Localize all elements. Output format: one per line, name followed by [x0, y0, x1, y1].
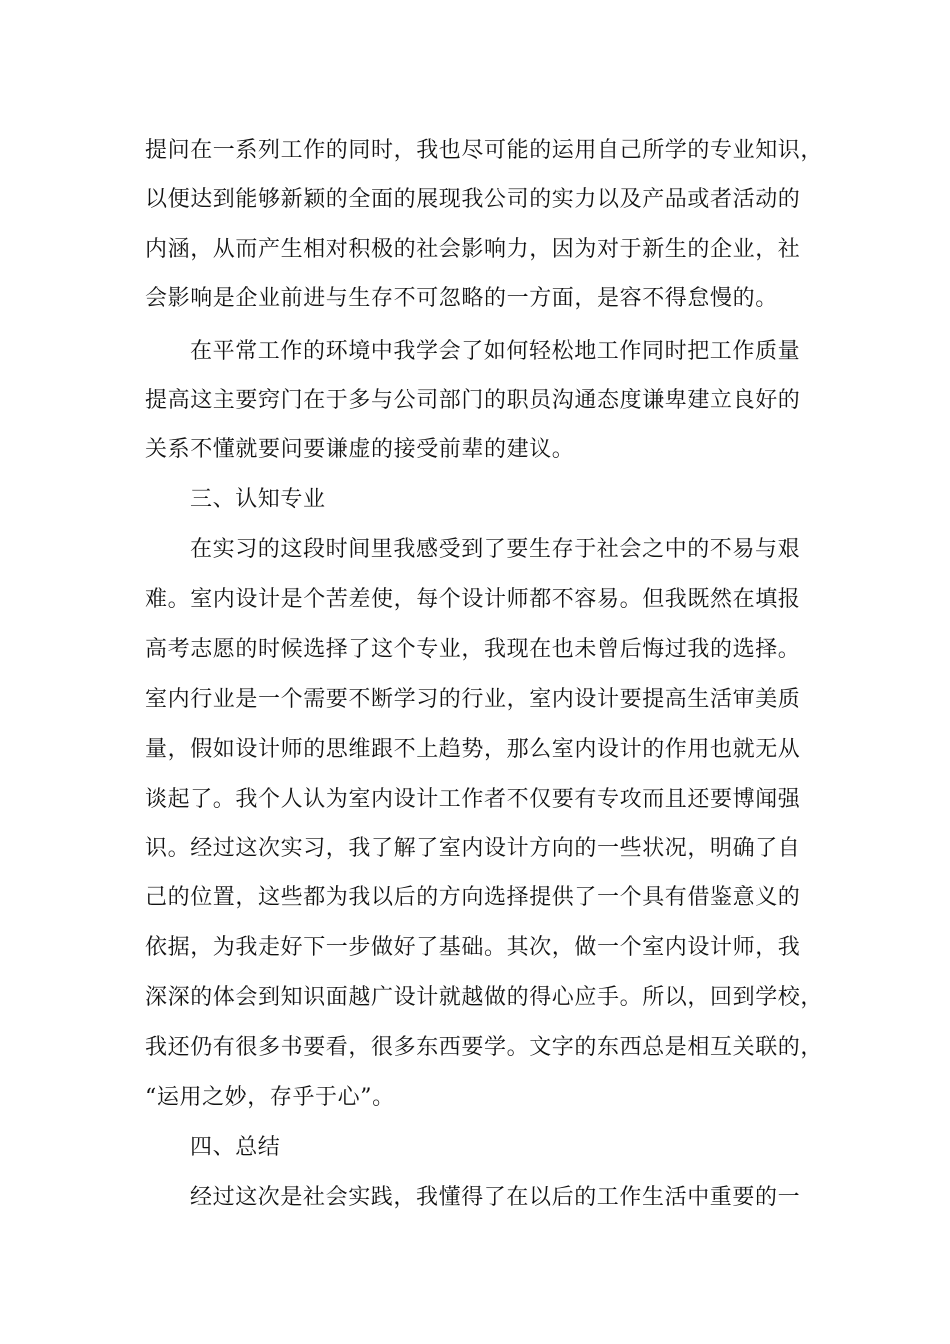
paragraph-line: 经过这次是社会实践，我懂得了在以后的工作生活中重要的一	[190, 1185, 801, 1210]
paragraph-line: 在平常工作的环境中我学会了如何轻松地工作同时把工作质量	[190, 339, 801, 364]
paragraph-line: 会影响是企业前进与生存不可忽略的一方面，是容不得怠慢的。	[145, 286, 778, 311]
paragraph-line: 以便达到能够新颖的全面的展现我公司的实力以及产品或者活动的	[145, 187, 801, 212]
paragraph-line: 内涵，从而产生相对积极的社会影响力，因为对于新生的企业，社	[145, 237, 801, 262]
paragraph-line: 提问在一系列工作的同时，我也尽可能的运用自己所学的专业知识，	[145, 138, 824, 163]
section-heading: 四、总结	[190, 1135, 281, 1160]
paragraph-line: 难。室内设计是个苦差使，每个设计师都不容易。但我既然在填报	[145, 587, 801, 612]
paragraph-line: 关系不懂就要问要谦虚的接受前辈的建议。	[145, 437, 575, 462]
paragraph-line: 在实习的这段时间里我感受到了要生存于社会之中的不易与艰	[190, 537, 801, 562]
paragraph-line: 高考志愿的时候选择了这个专业，我现在也未曾后悔过我的选择。	[145, 637, 801, 662]
section-heading: 三、认知专业	[190, 487, 326, 512]
paragraph-line: 我还仍有很多书要看，很多东西要学。文字的东西总是相互关联的，	[145, 1035, 824, 1060]
paragraph-line: 室内行业是一个需要不断学习的行业，室内设计要提高生活审美质	[145, 687, 801, 712]
paragraph-line: 提高这主要窍门在于多与公司部门的职员沟通态度谦卑建立良好的	[145, 388, 801, 413]
paragraph-line: 己的位置，这些都为我以后的方向选择提供了一个具有借鉴意义的	[145, 885, 801, 910]
paragraph-line: 依据，为我走好下一步做好了基础。其次，做一个室内设计师，我	[145, 935, 801, 960]
paragraph-line: 深深的体会到知识面越广设计就越做的得心应手。所以，回到学校，	[145, 985, 824, 1010]
paragraph-line: 识。经过这次实习，我了解了室内设计方向的一些状况，明确了自	[145, 836, 801, 861]
paragraph-line: “运用之妙，存乎于心”。	[145, 1085, 395, 1110]
paragraph-line: 谈起了。我个人认为室内设计工作者不仅要有专攻而且还要博闻强	[145, 787, 801, 812]
paragraph-line: 量，假如设计师的思维跟不上趋势，那么室内设计的作用也就无从	[145, 737, 801, 762]
